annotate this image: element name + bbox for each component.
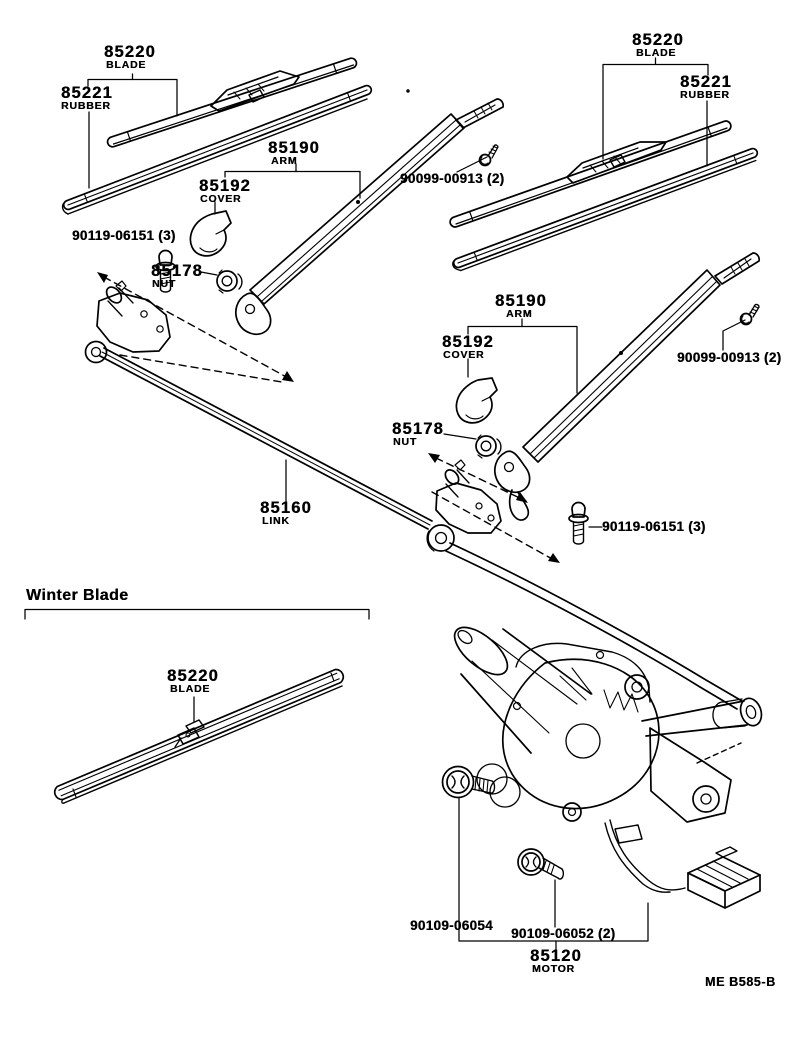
pivot-bracket-drawing-left	[86, 281, 171, 363]
part-name: COVER	[443, 349, 485, 361]
part-name: LINK	[262, 515, 290, 527]
wiper-motor-drawing	[447, 619, 765, 892]
part-name: RUBBER	[680, 89, 730, 101]
figure-code: ME B585-B	[705, 975, 776, 989]
part-label-85221-top-left	[61, 86, 113, 112]
bolt-drawing-right-90119	[569, 503, 588, 545]
part-number: 90099-00913 (2)	[400, 171, 505, 186]
pivot-cover-drawing-left	[190, 211, 231, 256]
nut-drawing-left	[217, 270, 242, 293]
part-number: 85178	[151, 262, 203, 280]
part-label-85192-left	[199, 179, 251, 205]
nut-drawing-right	[476, 435, 501, 458]
part-number: 85220	[632, 31, 684, 49]
part-name: BLADE	[106, 59, 147, 71]
part-label-85178-right	[392, 422, 444, 448]
pivot-bracket-drawing-right	[427, 460, 501, 551]
part-number: 90109-06052 (2)	[511, 926, 616, 941]
part-number: 85221	[61, 84, 113, 102]
part-number: 90099-00913 (2)	[677, 350, 782, 365]
part-name: MOTOR	[532, 963, 575, 975]
part-number: 85220	[167, 667, 219, 685]
part-label-90099-00913-top	[400, 171, 504, 186]
part-number: 85221	[680, 73, 732, 91]
part-label-90119-06151-right	[602, 519, 706, 534]
part-label-90109-06054	[410, 918, 493, 933]
part-number: 90119-06151 (3)	[72, 228, 176, 243]
part-name: NUT	[393, 436, 417, 448]
part-number: 85220	[104, 43, 156, 61]
part-name: BLADE	[170, 683, 211, 695]
wiper-blade-drawing-top-left	[108, 58, 357, 147]
winter-blade-section-heading: Winter Blade	[26, 587, 129, 604]
part-number: 85190	[495, 292, 547, 310]
part-label-90119-06151-left	[72, 228, 176, 243]
part-label-85220-winter	[167, 669, 219, 695]
motor-connector-drawing	[688, 847, 760, 908]
part-label-90109-06052	[511, 926, 615, 941]
bolt-drawing-90109-06052	[518, 849, 563, 879]
part-number: 90109-06054	[410, 918, 493, 933]
part-number: 85120	[530, 947, 582, 965]
part-number: 85190	[268, 139, 320, 157]
part-label-85220-top-right	[632, 33, 684, 59]
part-name: ARM	[271, 155, 298, 167]
part-label-85178-left	[151, 264, 203, 290]
part-label-90099-00913-mid	[677, 350, 781, 365]
part-label-85120-motor	[530, 949, 582, 975]
part-name: ARM	[506, 308, 533, 320]
part-label-85192-right	[442, 335, 494, 361]
pivot-cover-drawing-right	[456, 378, 497, 423]
link-rod-2-drawing	[446, 543, 742, 709]
print-dot	[406, 89, 409, 92]
part-number: 85178	[392, 420, 444, 438]
part-number: 85192	[199, 177, 251, 195]
part-name: RUBBER	[61, 100, 111, 112]
part-label-85190-right	[495, 294, 547, 320]
part-number: 85160	[260, 499, 312, 517]
part-number: 85192	[442, 333, 494, 351]
part-label-85221-top-right	[680, 75, 732, 101]
part-number: 90119-06151 (3)	[602, 519, 706, 534]
part-name: NUT	[152, 278, 176, 290]
part-label-85220-top-left	[104, 45, 156, 71]
part-name: BLADE	[636, 47, 677, 59]
part-label-85160-link	[260, 501, 312, 527]
part-name: COVER	[200, 193, 242, 205]
part-label-85190-left	[268, 141, 320, 167]
screw-drawing-top-90099	[480, 145, 499, 166]
